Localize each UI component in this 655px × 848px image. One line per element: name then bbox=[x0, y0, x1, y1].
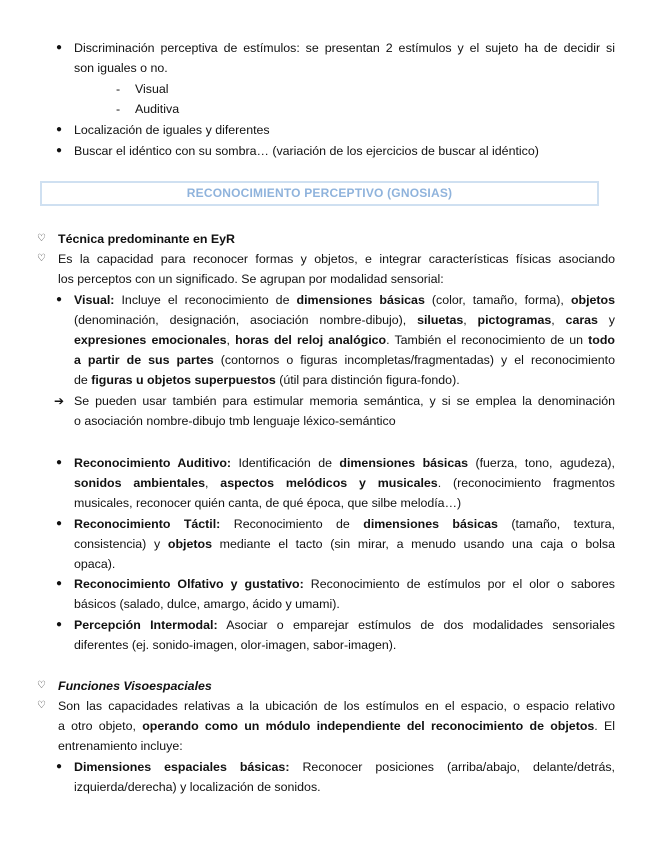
bullet-icon: ● bbox=[56, 619, 63, 630]
heading-funciones-visoespaciales: Funciones Visoespaciales bbox=[58, 679, 212, 693]
list-item-localizacion: Localización de iguales y diferentes bbox=[74, 123, 270, 137]
dash-icon: - bbox=[116, 102, 121, 116]
bullet-icon: ● bbox=[56, 457, 63, 468]
item-auditivo-line2: sonidos ambientales, aspectos melódicos y musicales. (reconocimiento fragmentos bbox=[74, 476, 615, 490]
item-dimensiones-line2: izquierda/derecha) y localización de sonidos. bbox=[74, 780, 321, 794]
note-memoria-semantica-cont: o asociación nombre-dibujo tmb lenguaje léxico-semántico bbox=[74, 414, 396, 428]
item-tactil-line2: consistencia) y objetos mediante el tacto (sin mirar, a menudo usando una caja o bolsa bbox=[74, 537, 615, 551]
sublist-item-visual: Visual bbox=[135, 82, 169, 96]
sublist-item-auditiva: Auditiva bbox=[135, 102, 180, 116]
bullet-icon: ● bbox=[56, 518, 63, 529]
bullet-icon: ● bbox=[56, 761, 63, 772]
bullet-icon: ● bbox=[56, 578, 63, 589]
dash-icon: - bbox=[116, 82, 121, 96]
bullet-icon: ● bbox=[56, 42, 63, 53]
item-visual-line5: de figuras u objetos superpuestos (útil para distinción figura-fondo). bbox=[74, 373, 460, 387]
section-title-banner: RECONOCIMIENTO PERCEPTIVO (GNOSIAS) bbox=[40, 181, 599, 206]
paragraph-intro-cont: los perceptos con un significado. Se agrupan por modalidad sensorial: bbox=[58, 272, 444, 286]
item-tactil-line1: Reconocimiento Táctil: Reconocimiento de dimensiones básicas (tamaño, textura, bbox=[74, 517, 615, 531]
item-intermodal-line1: Percepción Intermodal: Asociar o emparejar estímulos de dos modalidades sensoriales bbox=[74, 618, 616, 632]
arrow-right-icon: ➔ bbox=[54, 394, 65, 408]
paragraph-visoespaciales-line3: entrenamiento incluye: bbox=[58, 739, 183, 753]
list-item-discriminacion: Discriminación perceptiva de estímulos: se presentan 2 estímulos y el sujeto ha de decidir si bbox=[74, 41, 615, 55]
item-olfativo-line1: Reconocimiento Olfativo y gustativo: Reconocimiento de estímulos por el olor o sabores bbox=[74, 577, 615, 591]
bullet-icon: ● bbox=[56, 145, 63, 156]
item-intermodal-line2: diferentes (ej. sonido-imagen, olor-imagen, sabor-imagen). bbox=[74, 638, 397, 652]
item-auditivo-line3: musicales, reconocer quién canta, de qué época, que silbe melodía…) bbox=[74, 496, 462, 510]
note-memoria-semantica: Se pueden usar también para estimular memoria semántica, y si se emplea la denominación bbox=[74, 394, 615, 408]
item-auditivo-line1: Reconocimiento Auditivo: Identificación de dimensiones básicas (fuerza, tono, agudeza), bbox=[74, 456, 615, 470]
list-item-discriminacion-cont: son iguales o no. bbox=[74, 61, 168, 75]
heart-bullet-icon: ♡ bbox=[37, 680, 46, 691]
heart-bullet-icon: ♡ bbox=[37, 233, 46, 244]
heart-bullet-icon: ♡ bbox=[37, 253, 46, 264]
item-visual-line4: a partir de sus partes (contornos o figuras incompletas/fragmentadas) y el reconocimiento bbox=[74, 353, 615, 367]
paragraph-intro: Es la capacidad para reconocer formas y objetos, e integrar características físicas asociando bbox=[58, 252, 615, 266]
bullet-icon: ● bbox=[56, 294, 63, 305]
item-tactil-line3: opaca). bbox=[74, 557, 116, 571]
heading-tecnica: Técnica predominante en EyR bbox=[58, 232, 235, 246]
item-dimensiones-line1: Dimensiones espaciales básicas: Reconocer posiciones (arriba/abajo, delante/detrás, bbox=[74, 760, 615, 774]
list-item-buscar: Buscar el idéntico con su sombra… (variación de los ejercicios de buscar al idéntico) bbox=[74, 144, 539, 158]
heart-bullet-icon: ♡ bbox=[37, 700, 46, 711]
item-olfativo-line2: básicos (salado, dulce, amargo, ácido y umami). bbox=[74, 597, 340, 611]
item-visual-line3: expresiones emocionales, horas del reloj analógico. También el reconocimiento de un todo bbox=[74, 333, 615, 347]
item-visual-line2: (denominación, designación, asociación nombre-dibujo), siluetas, pictogramas, caras y bbox=[74, 313, 615, 327]
bullet-icon: ● bbox=[56, 124, 63, 135]
paragraph-visoespaciales-line2: a otro objeto, operando como un módulo independiente del reconocimiento de objetos. El bbox=[58, 719, 615, 733]
paragraph-visoespaciales-line1: Son las capacidades relativas a la ubicación de los estímulos en el espacio, o espacio relativo bbox=[58, 699, 615, 713]
item-visual-line1: Visual: Incluye el reconocimiento de dimensiones básicas (color, tamaño, forma), objetos bbox=[74, 293, 615, 307]
